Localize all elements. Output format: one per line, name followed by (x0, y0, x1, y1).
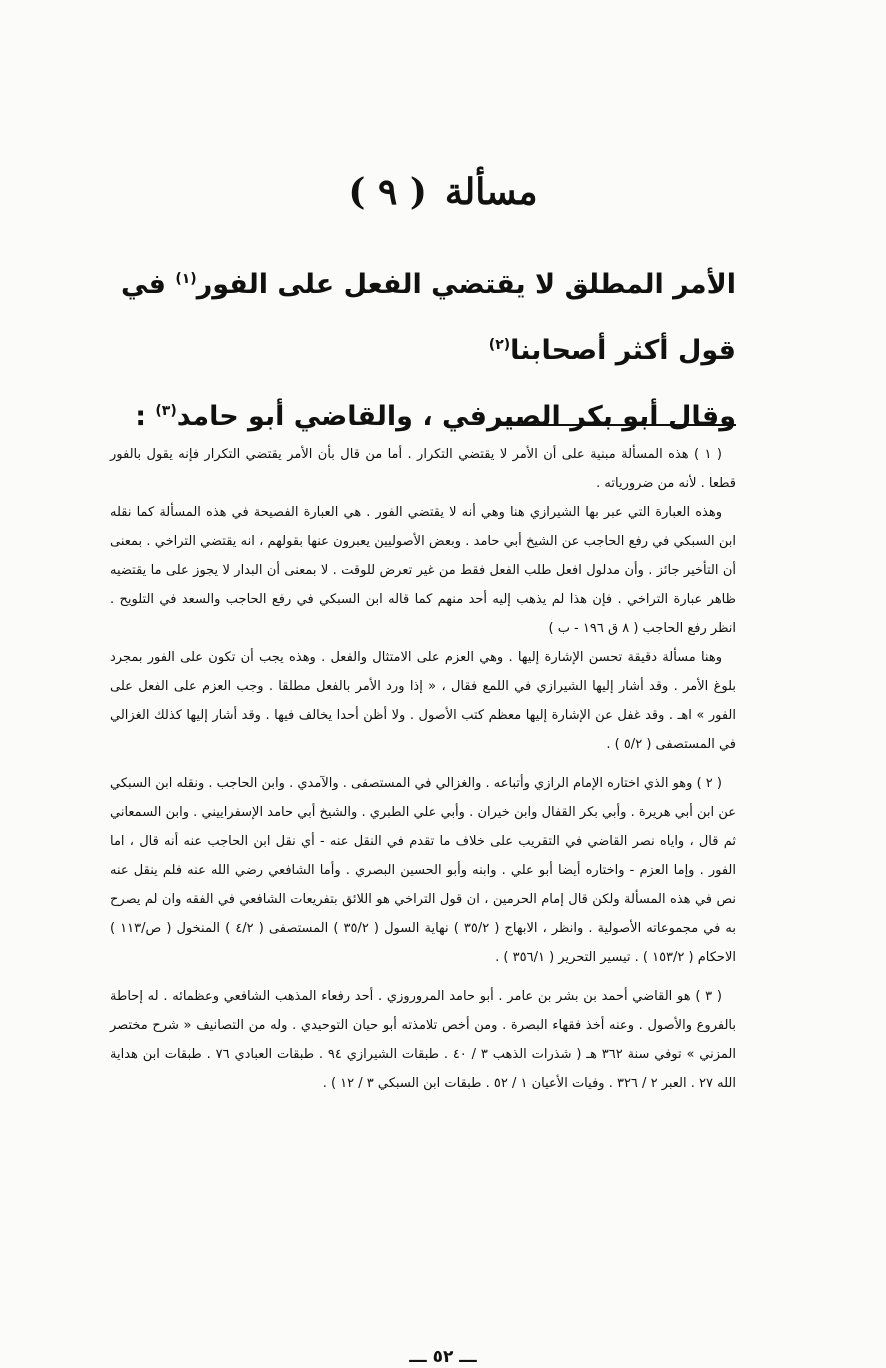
heading-number: ( ٩ ) (348, 171, 427, 213)
footnote-3: ( ٣ ) هو القاضي أحمد بن بشر بن عامر . أبو حامد المروروزي . أحد رفعاء المذهب الشافعي وعظمائه . له إحاطة بالفروع والأصول . وعنه أخذ فقهاء البصرة . ومن أخص تلامذته أبو حيان التوحيدي . وله من التصانيف « شرح مختصر المزني » توفي سنة ٣٦٢ هـ ( شذرات الذهب ٣ / ٤٠ . طبقات الشيرازي ٩٤ . طبقات العبادي ٧٦ . طبقات ابن هداية الله ٢٧ . العبر ٢ / ٣٢٦ . وفيات الأعيان ١ / ٥٢ . طبقات ابن السبكي ٣ / ١٢ ) . (110, 989, 737, 1091)
main-text-line-1 (96, 252, 736, 384)
footnote-ref-2: (٢) (488, 337, 511, 353)
footnotes (110, 440, 736, 1098)
main-text (96, 252, 736, 450)
footnote-2: ( ٢ ) وهو الذي اختاره الإمام الرازي وأتباعه . والغزالي في المستصفى . والآمدي . وابن الحاجب . ونقله ابن السبكي عن ابن أبي هريرة . وأبي بكر القفال وابن خيران . وأبي علي الطبري . والشيخ أبي حامد الإسفراييني . وابن السمعاني ثم قال ، واياه نصر القاضي في التقريب على خلاف ما تقدم في النقل عنه - أي نقل ابن الحاجب عنه أنه قال ، اما الفور . وإما العزم - واختاره أيضا أبو علي . وابنه وأبو الحسين البصري . وأما الشافعي رضي الله عنه فلم ينقل عنه نص في هذه المسألة ولكن قال إمام الحرمين ، ان قول التراخي هو اللائق بتفريعات الشافعي في الفقه وان لم يصرح به في مجموعاته الأصولية . وانظر ، الابهاج ( ٣٥/٢ ) نهاية السول ( ٣٥/٢ ) المستصفى ( ٤/٢ ) المنخول ( ص/١١٣ ) الاحكام ( ١٥٣/٢ ) . تيسير التحرير ( ٣٥٦/١ ) . (110, 776, 736, 965)
main-text-line-2-a: وقال أبو بكر الصيرفي ، والقاضي أبو حامد (176, 401, 736, 432)
main-text-line-2-b: : (135, 401, 156, 432)
footnote-1-paragraph-2: وهذه العبارة التي عبر بها الشيرازي هنا وهي أنه لا يقتضي الفور . هي العبارة الفصيحة في هذه المسألة كما نقله ابن السبكي في رفع الحاجب عن الشيخ أبي حامد . وبعض الأصوليين يعبرون عنها بقولهم ، انه يقتضي التراخي . بمعنى أن التأخير جائز . وأن مدلول افعل طلب الفعل فقط من غير تعرض للوقت . لا بمعنى أن البدار لا يجوز على ما يقتضيه ظاهر عبارة التراخي . فإن هذا لم يذهب إليه أحد منهم كما قاله ابن السبكي في رفع الحاجب والسعد في التلويح . انظر رفع الحاجب ( ٨ ق ١٩٦ - ب ) (110, 505, 736, 636)
main-text-line-1-a: الأمر المطلق لا يقتضي الفعل على الفور (196, 269, 736, 300)
footnote-1-paragraph-1: ( ١ ) هذه المسألة مبنية على أن الأمر لا يقتضي التكرار . أما من قال بأن الأمر يقتضي التكرار فإنه يقول بالفور قطعا . لأنه من ضرورياته . (110, 447, 736, 491)
page-number: ـــ ٥٢ ـــ (409, 1347, 477, 1367)
main-text-line-1-b: في قول أكثر أصحابنا (120, 269, 736, 366)
footnote-divider (500, 424, 736, 426)
heading-word: مسألة (444, 171, 538, 213)
footnote-ref-3: (٣) (155, 403, 177, 419)
footnote-spacer (110, 972, 736, 982)
footnote-ref-1: (١) (175, 271, 197, 287)
section-heading (0, 168, 886, 216)
footnote-1-paragraph-3: وهنا مسألة دقيقة تحسن الإشارة إليها . وهي العزم على الامتثال والفعل . وهذه يجب أن تكون على الفور بمجرد بلوغ الأمر . وقد أشار إليها الشيرازي في اللمع فقال ، « إذا ورد الأمر بالفعل مطلقا . وجب العزم على الفعل على الفور » اهـ . وقد غفل عن الإشارة إليها معظم كتب الأصول . ولا أظن أحدا يخالف فيها . وقد أشار إليها كذلك الغزالي في المستصفى ( ٥/٢ ) . (110, 650, 736, 752)
footnote-spacer (110, 759, 736, 769)
